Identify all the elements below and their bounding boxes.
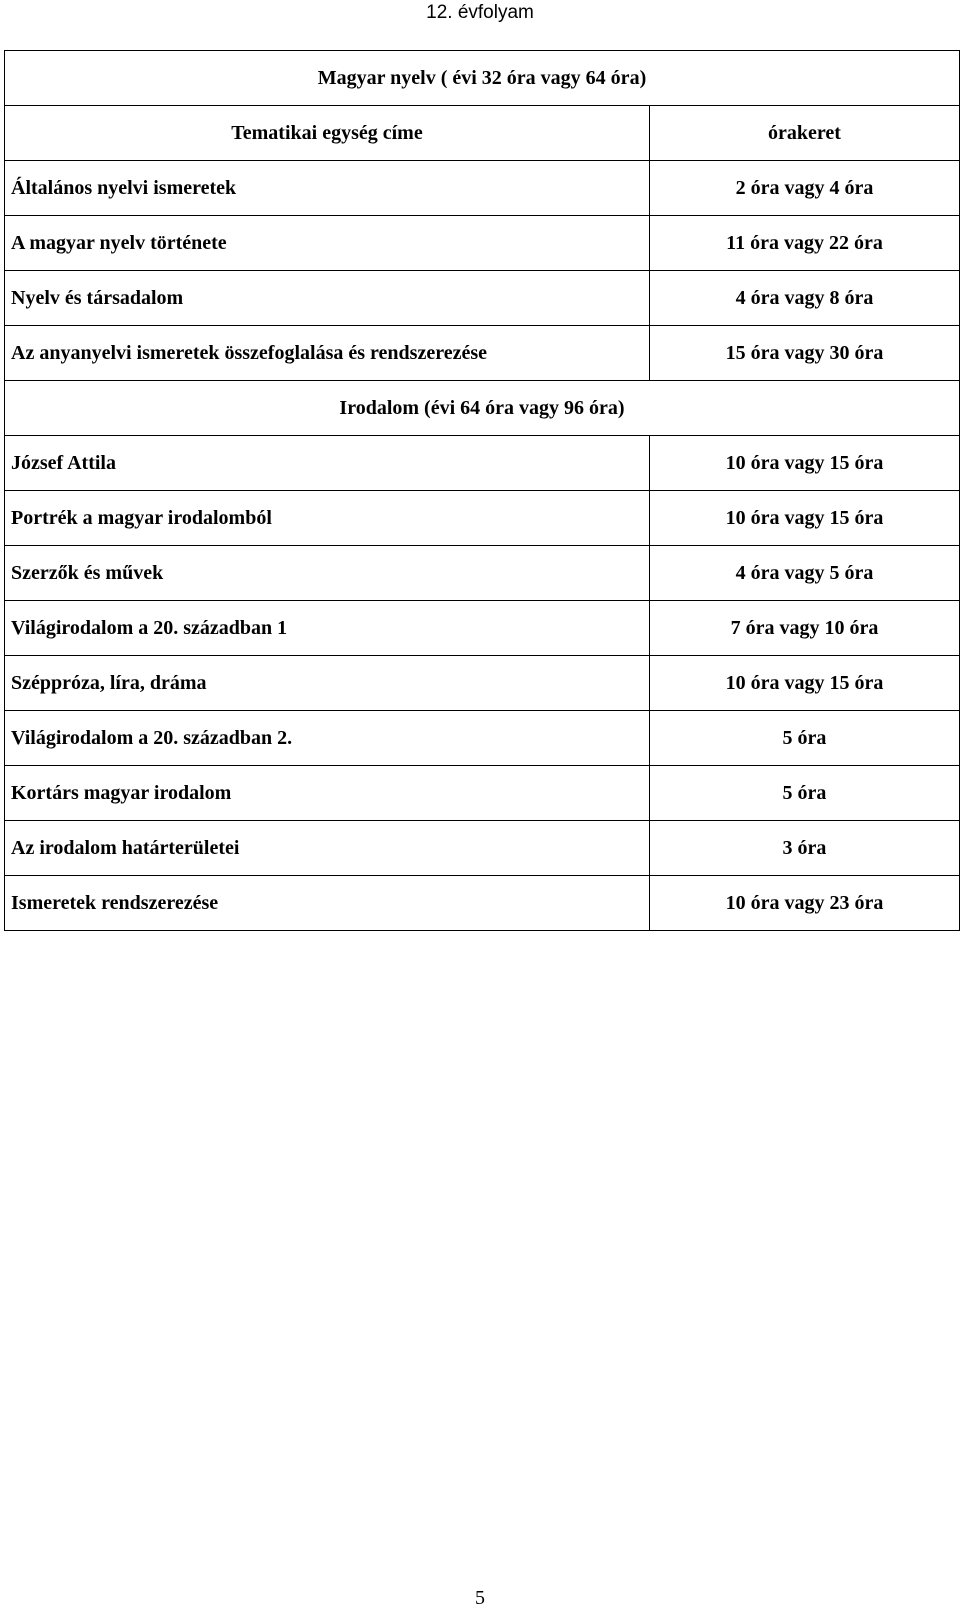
hours-cell: 2 óra vagy 4 óra: [650, 161, 960, 216]
hours-cell: 4 óra vagy 8 óra: [650, 271, 960, 326]
table-row: [5, 546, 960, 601]
topic-cell: Nyelv és társadalom: [5, 271, 650, 326]
table-row: [5, 271, 960, 326]
column-header-topic: Tematikai egység címe: [5, 106, 650, 161]
topic-cell: József Attila: [5, 436, 650, 491]
hours-cell: 7 óra vagy 10 óra: [650, 601, 960, 656]
table-row: [5, 436, 960, 491]
curriculum-table: [4, 50, 960, 931]
table-row: [5, 161, 960, 216]
table-row: [5, 766, 960, 821]
table-row: [5, 601, 960, 656]
table-row: [5, 876, 960, 931]
section-header-row: [5, 51, 960, 106]
hours-cell: 5 óra: [650, 766, 960, 821]
hours-cell: 11 óra vagy 22 óra: [650, 216, 960, 271]
hours-cell: 4 óra vagy 5 óra: [650, 546, 960, 601]
hours-cell: 5 óra: [650, 711, 960, 766]
column-header-hours: órakeret: [650, 106, 960, 161]
hours-cell: 10 óra vagy 23 óra: [650, 876, 960, 931]
topic-cell: Széppróza, líra, dráma: [5, 656, 650, 711]
hours-cell: 15 óra vagy 30 óra: [650, 326, 960, 381]
hours-cell: 3 óra: [650, 821, 960, 876]
topic-cell: A magyar nyelv története: [5, 216, 650, 271]
column-header-row: [5, 106, 960, 161]
section-header-row: [5, 381, 960, 436]
hours-cell: 10 óra vagy 15 óra: [650, 491, 960, 546]
topic-cell: Az anyanyelvi ismeretek összefoglalása és rendszerezése: [5, 326, 650, 381]
topic-cell: Általános nyelvi ismeretek: [5, 161, 650, 216]
topic-cell: Világirodalom a 20. században 2.: [5, 711, 650, 766]
page-heading: 12. évfolyam: [426, 2, 534, 23]
table-row: [5, 821, 960, 876]
hours-cell: 10 óra vagy 15 óra: [650, 656, 960, 711]
table-row: [5, 216, 960, 271]
topic-cell: Az irodalom határterületei: [5, 821, 650, 876]
topic-cell: Ismeretek rendszerezése: [5, 876, 650, 931]
hours-cell: 10 óra vagy 15 óra: [650, 436, 960, 491]
table-row: [5, 711, 960, 766]
topic-cell: Szerzők és művek: [5, 546, 650, 601]
table-row: [5, 491, 960, 546]
section-title-language: Magyar nyelv ( évi 32 óra vagy 64 óra): [5, 51, 960, 106]
table-row: [5, 656, 960, 711]
table-row: [5, 326, 960, 381]
section-title-literature: Irodalom (évi 64 óra vagy 96 óra): [5, 381, 960, 436]
topic-cell: Portrék a magyar irodalomból: [5, 491, 650, 546]
page-number: 5: [475, 1587, 485, 1609]
topic-cell: Világirodalom a 20. században 1: [5, 601, 650, 656]
topic-cell: Kortárs magyar irodalom: [5, 766, 650, 821]
